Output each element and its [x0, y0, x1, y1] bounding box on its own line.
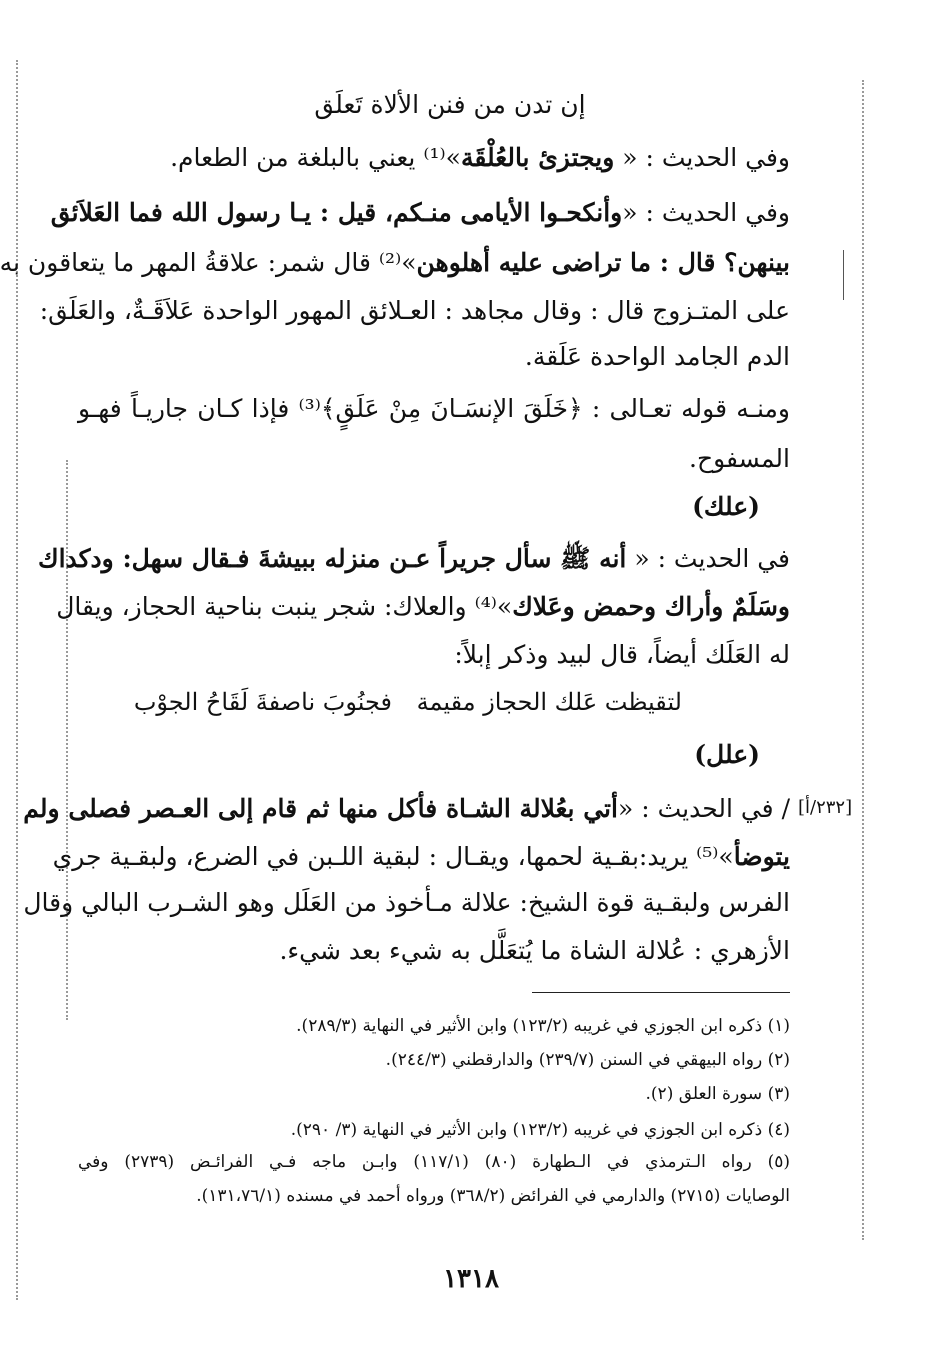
text-line-4: على المتـزوج قال : وقال مجاهد : العـلائق المهور الواحدة عَلاَقَـةٌ، والعَلَق: — [39, 296, 790, 325]
text-line-2 — [50, 196, 790, 230]
text-line-11 — [23, 792, 790, 826]
text-11a: / في الحديث : « — [617, 794, 790, 823]
section-heading-alak: (علك) — [692, 492, 760, 521]
hadith-quote-2-cont: بينهن؟ قال : ما تراضى عليه أهلوهن — [416, 248, 790, 277]
text-line-12 — [52, 840, 790, 874]
verse-hemistich-1: لتقيظت عَلك الحجاز مقيمة — [416, 688, 682, 716]
text-12b: »⁽⁵⁾ يريد:بقـية لحمها، ويقـال : لبقية اللـبن في الضرع، ولبقـية جري — [52, 842, 734, 871]
text-line-13: الفرس ولبقـية قوة الشيخ: علالة مـأخوذ من العَلَل وهو الشـرب البالي وقال — [23, 888, 790, 917]
text-2a: وفي الحديث : « — [622, 198, 790, 227]
hadith-quote-3-cont: وسَلَمٌ وأراك وحمض وعَلاك — [512, 592, 790, 621]
footnote-2: (٢) رواه البيهقي في السنن (٢٣٩/٧) والدارقطني (٢٤٤/٣). — [385, 1050, 790, 1070]
text-line-14: الأزهري : عُلالة الشاة ما يُتعَلَّل به شيء بعد شيء. — [279, 936, 790, 965]
hadith-quote-4: أتي بعُلالة الشـاة فأكل منها ثم قام إلى العـصر فصلى ولم — [23, 794, 618, 823]
verse-top: إن تدن من فنن الألاة تَعلَق — [314, 90, 586, 119]
hadith-quote-1: ويجتزئ بالعُلْقَة — [460, 143, 615, 172]
footnote-4: (٤) ذكره ابن الجوزي في غريبه (١٢٣/٢) وابن الأثير في النهاية (٣/ ٢٩٠). — [290, 1120, 790, 1140]
text-line-10: له العَلَك أيضاً، قال لبيد وذكر إبلاً: — [454, 640, 790, 669]
hadith-quote-2: وأنكحـوا الأيامى منـكم، قيل : يـا رسول الله فما العَلاَئق — [50, 198, 623, 227]
text-line-3 — [0, 246, 790, 280]
footnote-3: (٣) سورة العلق (٢). — [645, 1084, 790, 1104]
scan-margin-dots-right — [862, 80, 864, 1240]
footnote-5-line-2: الوصايات (٢٧١٥) والدارمي في الفرائض (٣٦٨/٢) ورواه أحمد في مسنده (١٣١،٧٦/١). — [196, 1186, 790, 1206]
footnote-5-line-1: (٥) رواه الـترمذي في الـطهارة (٨٠) (١١٧/١) وابـن ماجه فـي الفرائـض (٢٧٣٩) وفي — [78, 1152, 790, 1172]
section-heading-alal: (علل) — [694, 740, 760, 769]
text-line-8 — [37, 542, 790, 576]
text-line-1 — [170, 141, 790, 175]
hadith-quote-4-cont: يتوضأ — [733, 842, 790, 871]
text-8a: في الحديث : « — [626, 544, 790, 573]
text-line-6: ومنـه قوله تعـالى : ﴿خَلَقَ الإنسَـانَ مِنْ عَلَقٍ﴾⁽³⁾ فإذا كـان جاريـاً فهـو — [78, 394, 790, 423]
scan-margin-bar — [843, 250, 844, 300]
text-9b: »⁽⁴⁾ والعلاك: شجر ينبت بناحية الحجاز، ويقال — [56, 592, 513, 621]
hadith-quote-3: أنه ﷺ سأل جريراً عـن منزله ببيشةَ فـقال سهل: ودكداك — [37, 544, 627, 573]
verse-hemistich-2: فجنُوبَ ناصفةَ لَقَاحُ الجوْب — [133, 688, 392, 716]
text-line-5: الدم الجامد الواحدة عَلَقة. — [524, 342, 790, 371]
footnote-1: (١) ذكره ابن الجوزي في غريبه (١٢٣/٢) وابن الأثير في النهاية (٢٨٩/٣). — [296, 1016, 790, 1036]
footnote-separator — [532, 992, 790, 993]
text-3b: »⁽²⁾ قال شمر: علاقةُ المهر ما يتعاقون به — [0, 248, 417, 277]
text-line-7: المسفوح. — [689, 444, 790, 473]
text-1c: »⁽¹⁾ يعني بالبلغة من الطعام. — [170, 143, 461, 172]
page-number: ١٣١٨ — [443, 1264, 499, 1294]
text-1a: وفي الحديث : « — [614, 143, 790, 172]
margin-folio-reference: [٢٣٢/أ] — [798, 797, 853, 818]
text-line-9 — [56, 590, 790, 624]
